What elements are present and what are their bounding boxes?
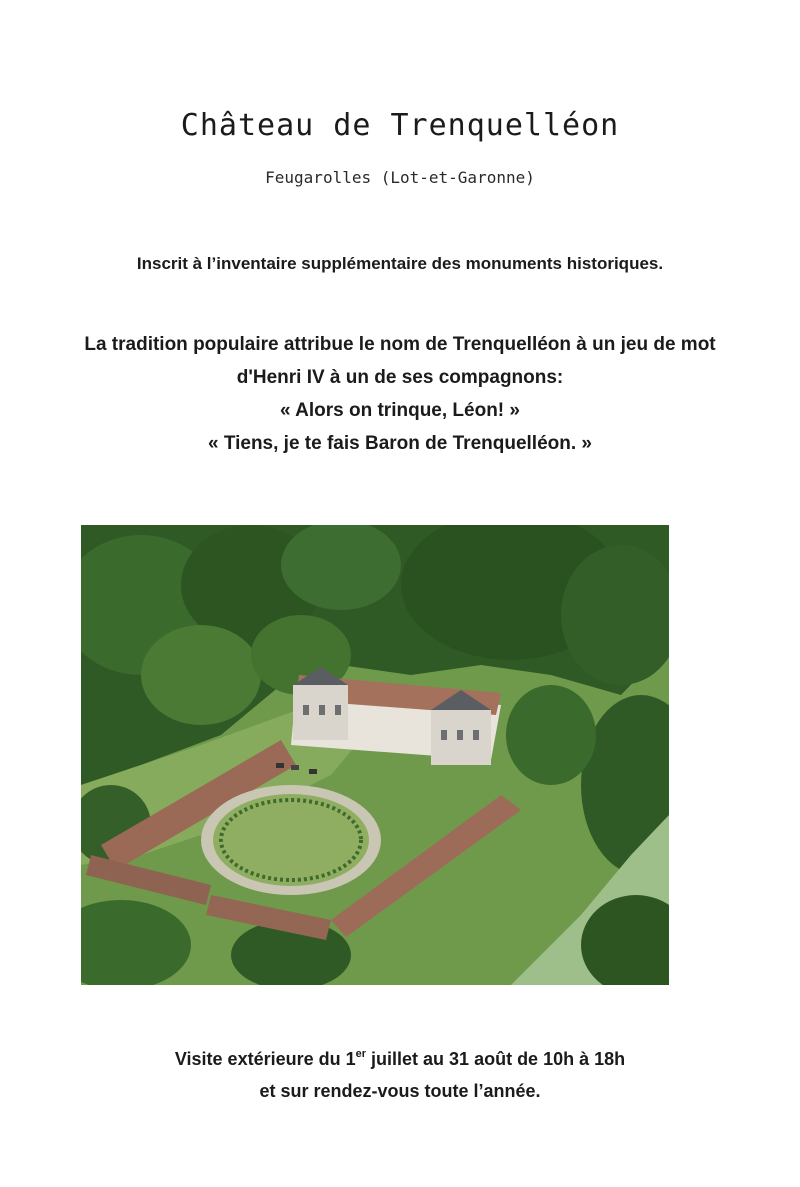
visit-line-1-sup: er — [355, 1048, 367, 1060]
visit-line-2: et sur rendez-vous toute l’année. — [259, 1081, 541, 1101]
visit-line-1-start: Visite extérieure du 1 — [174, 1049, 356, 1069]
tradition-line-1: La tradition populaire attribue le nom de Trenquelléon à un jeu de mot — [84, 334, 716, 355]
tradition-line-2: d'Henri IV à un de ses compagnons: — [236, 367, 564, 388]
page-subtitle: Feugarolles (Lot-et-Garonne) — [265, 168, 535, 187]
tradition-paragraph — [0, 328, 800, 460]
tradition-quote-2: « Tiens, je te fais Baron de Trenquelléon. » — [208, 433, 592, 454]
tradition-quote-1: « Alors on trinque, Léon! » — [280, 400, 520, 421]
visit-line-1 — [0, 1043, 800, 1075]
page-title: Château de Trenquelléon — [180, 108, 620, 143]
visit-info — [0, 1043, 800, 1107]
visit-line-1-end: juillet au 31 août de 10h à 18h — [366, 1049, 626, 1069]
chateau-aerial-photo — [81, 525, 669, 985]
inscription-text: Inscrit à l’inventaire supplémentaire des monuments historiques. — [136, 254, 664, 273]
